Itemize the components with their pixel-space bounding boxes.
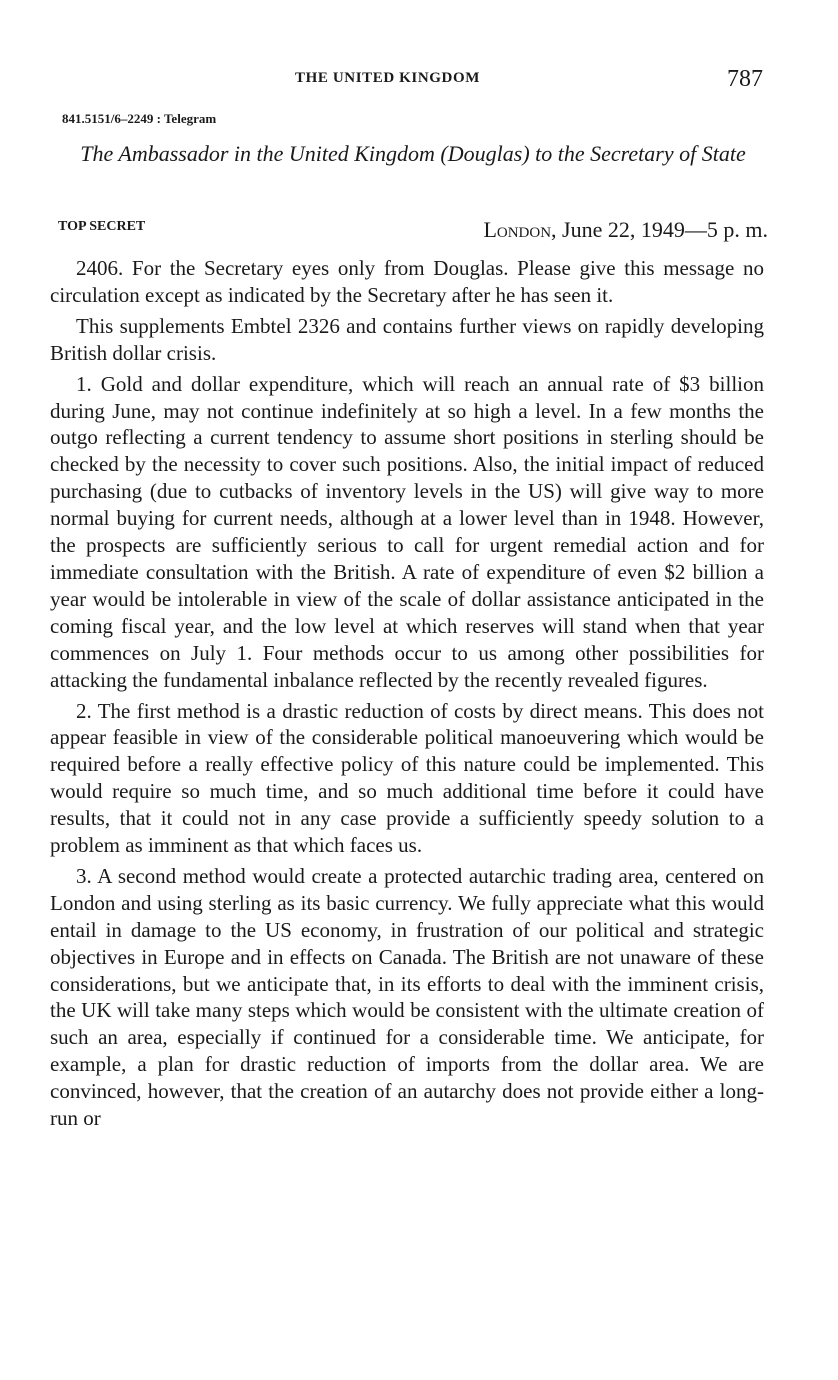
paragraph: 2. The first method is a drastic reduction of costs by direct means. This does not appear feasible in view of the considerable political manoeuvering which would be required before a really effective policy of this nature could be implemented. This would require so much time, and so much additional time before it could have results, that it could not in any case provide a sufficiently speedy solution to a problem as imminent as that which faces us. <box>50 698 764 858</box>
dateline-place: London <box>483 217 552 242</box>
paragraph: 3. A second method would create a protected autarchic trading area, centered on London and using sterling as its basic currency. We fully appreciate what this would entail in damage to the US economy, in frustration of our political and strategic objectives in Europe and in effects on Canada. The British are not unaware of these considerations, but we anticipate that, in its efforts to deal with the imminent crisis, the UK will take many steps which would be consistent with the ultimate creation of such an area, especially if continued for a considerable time. We anticipate, for example, a plan for drastic reduction of imports from the dollar area. We are convinced, however, that the creation of an autarchy does not provide either a long-run or <box>50 863 764 1131</box>
dateline <box>483 217 768 243</box>
document-title: The Ambassador in the United Kingdom (Douglas) to the Secretary of State <box>80 141 746 166</box>
dateline-date: , June 22, 1949—5 p. m. <box>551 217 768 242</box>
classification-label: TOP SECRET <box>58 219 146 234</box>
paragraph: This supplements Embtel 2326 and contains further views on rapidly developing British dollar crisis. <box>50 313 764 365</box>
running-title: THE UNITED KINGDOM <box>295 70 480 86</box>
document-reference: 841.5151/6–2249 : Telegram <box>62 111 217 126</box>
paragraph: 1. Gold and dollar expenditure, which will reach an annual rate of $3 billion during June, may not continue indefinitely at so high a level. In a few months the outgo reflecting a current tendency to assume short positions in sterling should be checked by the necessity to cover such positions. Also, the initial impact of reduced purchasing (due to cutbacks of inventory levels in the US) will give way to more normal buying for current needs, although at a lower level than in 1948. However, the prospects are sufficiently serious to call for urgent remedial action and for immediate consultation with the British. A rate of expenditure of even $2 billion a year would be intolerable in view of the scale of dollar assistance anticipated in the coming fiscal year, and the low level at which reserves will stand when that year commences on July 1. Four methods occur to us among other possibilities for attacking the fundamental inbalance reflected by the recently revealed figures. <box>50 371 764 692</box>
paragraph: 2406. For the Secretary eyes only from Douglas. Please give this message no circulation except as indicated by the Secretary after he has seen it. <box>50 256 764 307</box>
page-number: 787 <box>727 66 763 92</box>
telegram-body <box>50 255 764 1136</box>
